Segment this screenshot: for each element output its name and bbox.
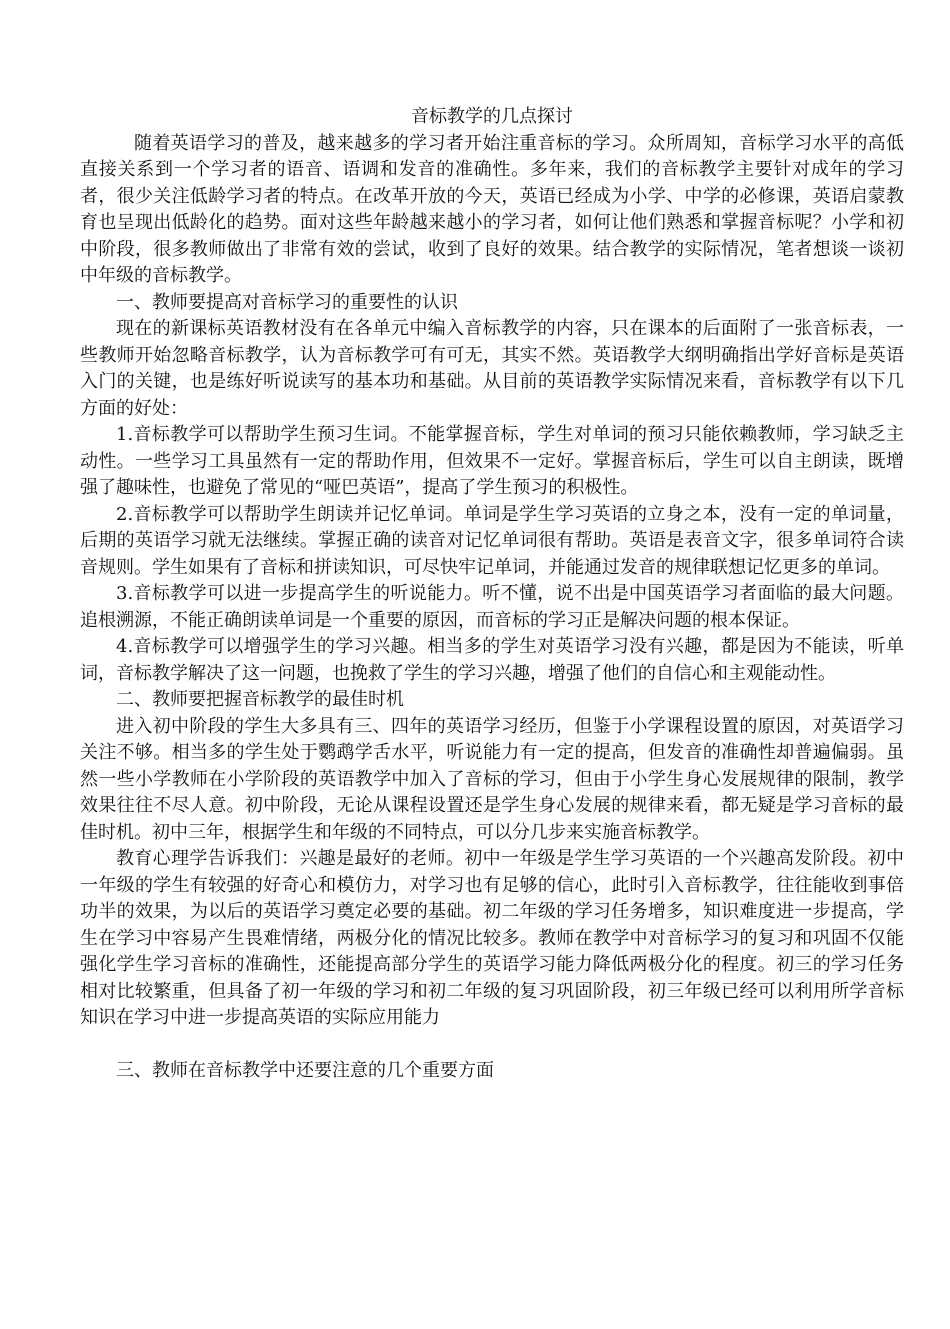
- document-title: 音标教学的几点探讨: [411, 106, 573, 127]
- section-3-heading: 三、教师在音标教学中还要注意的几个重要方面: [116, 1059, 494, 1081]
- section-2-paragraph-1: 进入初中阶段的学生大多具有三、四年的英语学习经历，但鉴于小学课程设置的原因，对英语学习关注不够。相当多的学生处于鹦鹉学舌水平，听说能力有一定的提高，但发音的准确性却普遍偏弱。虽然一些小学教师在小学阶段的英语教学中加入了音标的学习，但由于小学生身心发展规律的限制，教学效果往往不尽人意。初中阶段，无论从课程设置还是学生身心发展的规律来看，都无疑是学习音标的最佳时机。初中三年，根据学生和年级的不同特点，可以分几步来实施音标教学。: [80, 715, 904, 843]
- section-2-heading: 二、教师要把握音标教学的最佳时机: [116, 689, 404, 710]
- document-page: [80, 104, 904, 1084]
- point-1-paragraph: 1.音标教学可以帮助学生预习生词。不能掌握音标，学生对单词的预习只能依赖教师，学习缺乏主动性。一些学习工具虽然有一定的帮助作用，但效果不一定好。掌握音标后，学生可以自主朗读，既增强了趣味性，也避免了常见的“哑巴英语”，提高了学生预习的积极性。: [80, 424, 904, 498]
- intro-paragraph: 随着英语学习的普及，越来越多的学习者开始注重音标的学习。众所周知，音标学习水平的高低直接关系到一个学习者的语音、语调和发音的准确性。多年来，我们的音标教学主要针对成年的学习者，很少关注低龄学习者的特点。在改革开放的今天，英语已经成为小学、中学的必修课，英语启蒙教育也呈现出低龄化的趋势。面对这些年龄越来越小的学习者，如何让他们熟悉和掌握音标呢？小学和初中阶段，很多教师做出了非常有效的尝试，收到了良好的效果。结合教学的实际情况，笔者想谈一谈初中年级的音标教学。: [80, 132, 904, 286]
- section-1-paragraph: 现在的新课标英语教材没有在各单元中编入音标教学的内容，只在课本的后面附了一张音标表，一些教师开始忽略音标教学，认为音标教学可有可无，其实不然。英语教学大纲明确指出学好音标是英语入门的关键，也是练好听说读写的基本功和基础。从目前的英语教学实际情况来看，音标教学有以下几方面的好处：: [80, 318, 904, 419]
- blank-line: [80, 1032, 904, 1058]
- point-3-paragraph: 3.音标教学可以进一步提高学生的听说能力。听不懂，说不出是中国英语学习者面临的最大问题。追根溯源，不能正确朗读单词是一个重要的原因，而音标的学习正是解决问题的根本保证。: [80, 583, 904, 631]
- point-2-paragraph: 2.音标教学可以帮助学生朗读并记忆单词。单词是学生学习英语的立身之本，没有一定的单词量，后期的英语学习就无法继续。掌握正确的读音对记忆单词很有帮助。英语是表音文字，很多单词符合读音规则。学生如果有了音标和拼读知识，可尽快牢记单词，并能通过发音的规律联想记忆更多的单词。: [80, 503, 904, 578]
- point-4-paragraph: 4.音标教学可以增强学生的学习兴趣。相当多的学生对英语学习没有兴趣，都是因为不能读，听单词，音标教学解决了这一问题，也挽救了学生的学习兴趣，增强了他们的自信心和主观能动性。: [80, 636, 904, 684]
- section-1-heading: 一、教师要提高对音标学习的重要性的认识: [116, 291, 458, 313]
- section-2-paragraph-2: 教育心理学告诉我们：兴趣是最好的老师。初中一年级是学生学习英语的一个兴趣高发阶段。初中一年级的学生有较强的好奇心和模仿力，对学习也有足够的信心，此时引入音标教学，往往能收到事倍功半的效果，为以后的英语学习奠定必要的基础。初二年级的学习任务增多，知识难度进一步提高，学生在学习中容易产生畏难情绪，两极分化的情况比较多。教师在教学中对音标学习的复习和巩固不仅能强化学生学习音标的准确性，还能提高部分学生的英语学习能力降低两极分化的程度。初三的学习任务相对比较繁重，但具备了初一年级的学习和初二年级的复习巩固阶段，初三年级已经可以利用所学音标知识在学习中进一步提高英语的实际应用能力: [80, 848, 904, 1028]
